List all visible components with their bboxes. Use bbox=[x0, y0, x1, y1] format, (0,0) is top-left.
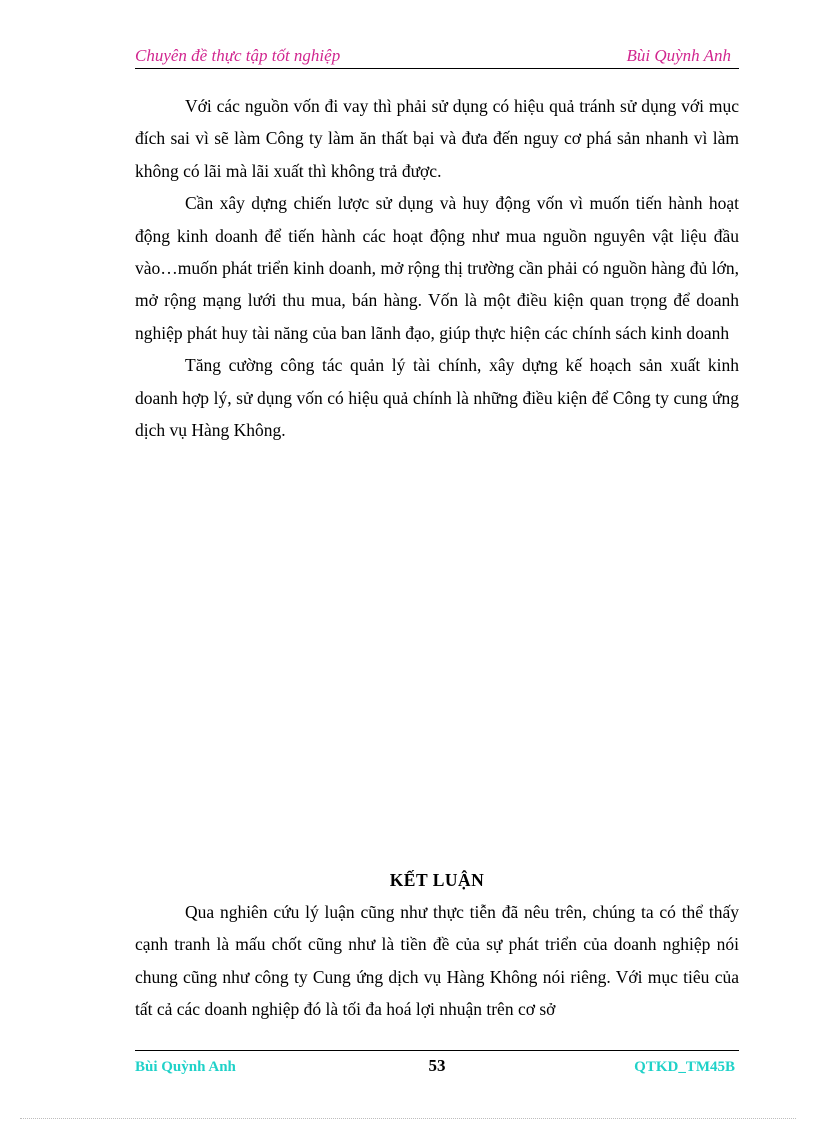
conclusion-title: KẾT LUẬN bbox=[389, 870, 485, 890]
header-author-name: Bùi Quỳnh Anh bbox=[626, 46, 731, 65]
footer-class-code: QTKD_TM45B bbox=[634, 1059, 735, 1075]
body-paragraph: Cần xây dựng chiến lược sử dụng và huy động vốn vì muốn tiến hành hoạt động kinh doanh để tiến hành các hoạt động như mua nguồn nguyên vật liệu đầu vào…muốn phát triển kinh doanh, mở rộng thị trường cần phải có nguồn hàng đủ lớn, mở rộng mạng lưới thu mua, bán hàng. Vốn là một điều kiện quan trọng để doanh nghiệp phát huy tài năng của ban lãnh đạo, giúp thực hiện các chính sách kinh doanh bbox=[135, 193, 739, 343]
body-content bbox=[135, 90, 739, 446]
conclusion-paragraph: Qua nghiên cứu lý luận cũng như thực tiễn đã nêu trên, chúng ta có thể thấy cạnh tranh là mấu chốt cũng như là tiền đề của sự phát triển của doanh nghiệp nói chung cũng như công ty Cung ứng dịch vụ Hàng Không nói riêng. Với mục tiêu của tất cả các doanh nghiệp đó là tối đa hoá lợi nhuận trên cơ sở bbox=[135, 902, 739, 1020]
body-paragraph: Với các nguồn vốn đi vay thì phải sử dụng có hiệu quả tránh sử dụng với mục đích sai vì sẽ làm Công ty làm ăn thất bại và đưa đến nguy cơ phá sản nhanh vì làm không có lãi mà lãi xuất thì không trả được. bbox=[135, 96, 739, 181]
header-document-title: Chuyên đề thực tập tốt nghiệp bbox=[135, 46, 341, 65]
conclusion-section bbox=[135, 866, 739, 1026]
body-paragraph: Tăng cường công tác quản lý tài chính, xây dựng kế hoạch sản xuất kinh doanh hợp lý, sử dụng vốn có hiệu quả chính là những điều kiện để Công ty cung ứng dịch vụ Hàng Không. bbox=[135, 355, 739, 441]
page-header bbox=[135, 44, 739, 69]
page-number: 53 bbox=[428, 1056, 446, 1075]
page-footer bbox=[135, 1050, 739, 1081]
footer-author-name: Bùi Quỳnh Anh bbox=[135, 1059, 236, 1075]
page-bottom-edge bbox=[20, 1118, 796, 1119]
